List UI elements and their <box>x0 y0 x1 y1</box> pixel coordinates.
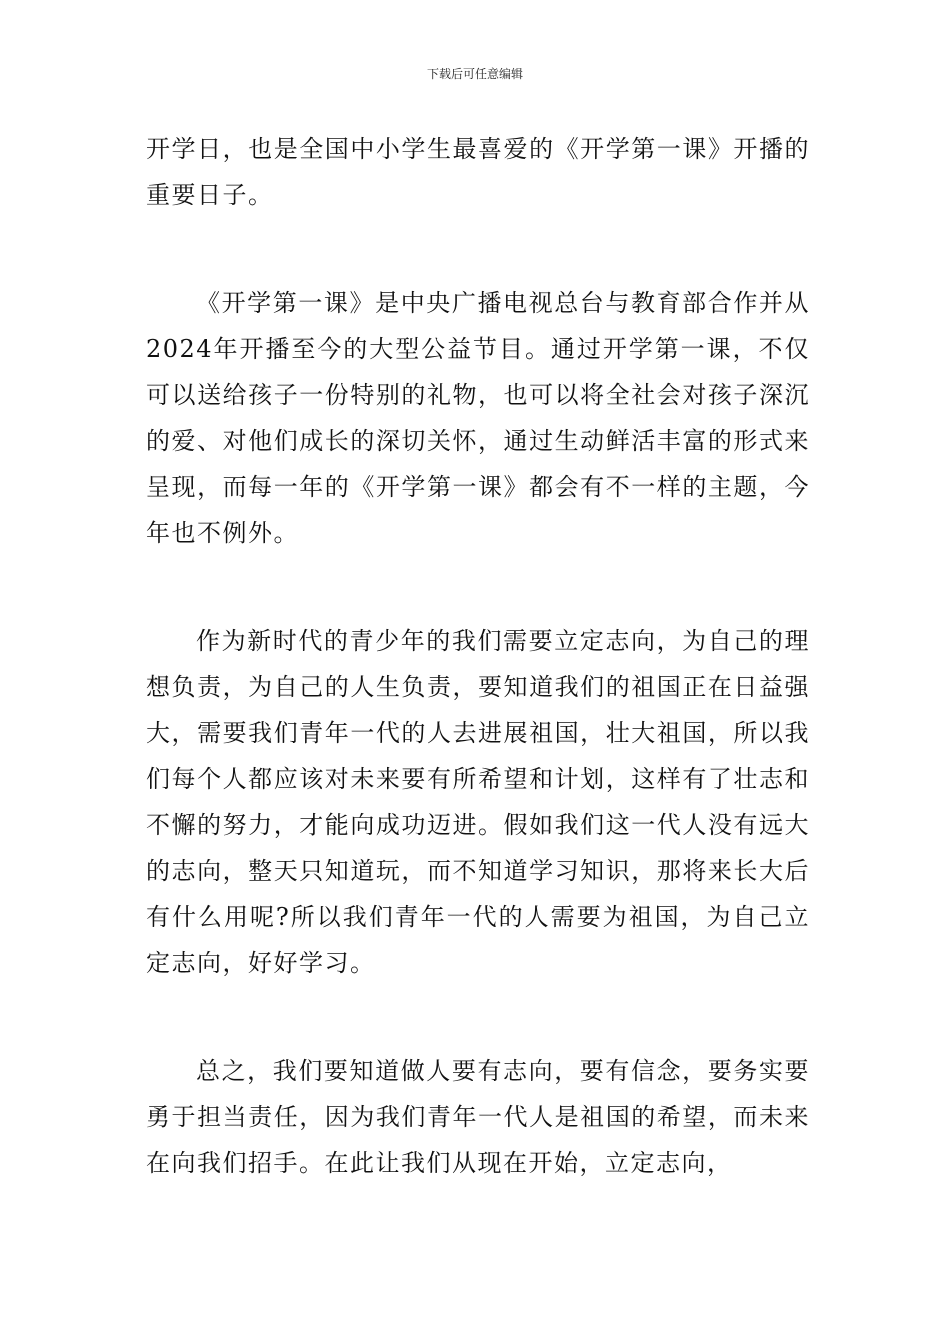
paragraph-spacer <box>146 986 810 1048</box>
page-header: 下载后可任意编辑 <box>426 67 523 81</box>
paragraph-4: 总之，我们要知道做人要有志向，要有信念，要务实要勇于担当责任，因为我们青年一代人是祖国的希望，而未来在向我们招手。在此让我们从现在开始，立定志向， <box>146 1057 810 1177</box>
paragraph-1: 开学日，也是全国中小学生最喜爱的《开学第一课》开播的重要日子。 <box>146 135 810 209</box>
paragraph-2: 《开学第一课》是中央广播电视总台与教育部合作并从2024年开播至今的大型公益节目。通过开学第一课，不仅可以送给孩子一份特别的礼物，也可以将全社会对孩子深沉的爱、对他们成长的深切关怀，通过生动鲜活丰富的形式来呈现，而每一年的《开学第一课》都会有不一样的主题，今年也不例外。 <box>146 289 810 547</box>
document-body <box>146 126 810 1186</box>
paragraph-3: 作为新时代的青少年的我们需要立定志向，为自己的理想负责，为自己的人生负责，要知道我们的祖国正在日益强大，需要我们青年一代的人去进展祖国，壮大祖国，所以我们每个人都应该对未来要有所希望和计划，这样有了壮志和不懈的努力，才能向成功迈进。假如我们这一代人没有远大的志向，整天只知道玩，而不知道学习知识，那将来长大后有什么用呢?所以我们青年一代的人需要为祖国，为自己立定志向，好好学习。 <box>146 627 810 977</box>
paragraph-spacer <box>146 218 810 280</box>
paragraph-spacer <box>146 556 810 618</box>
